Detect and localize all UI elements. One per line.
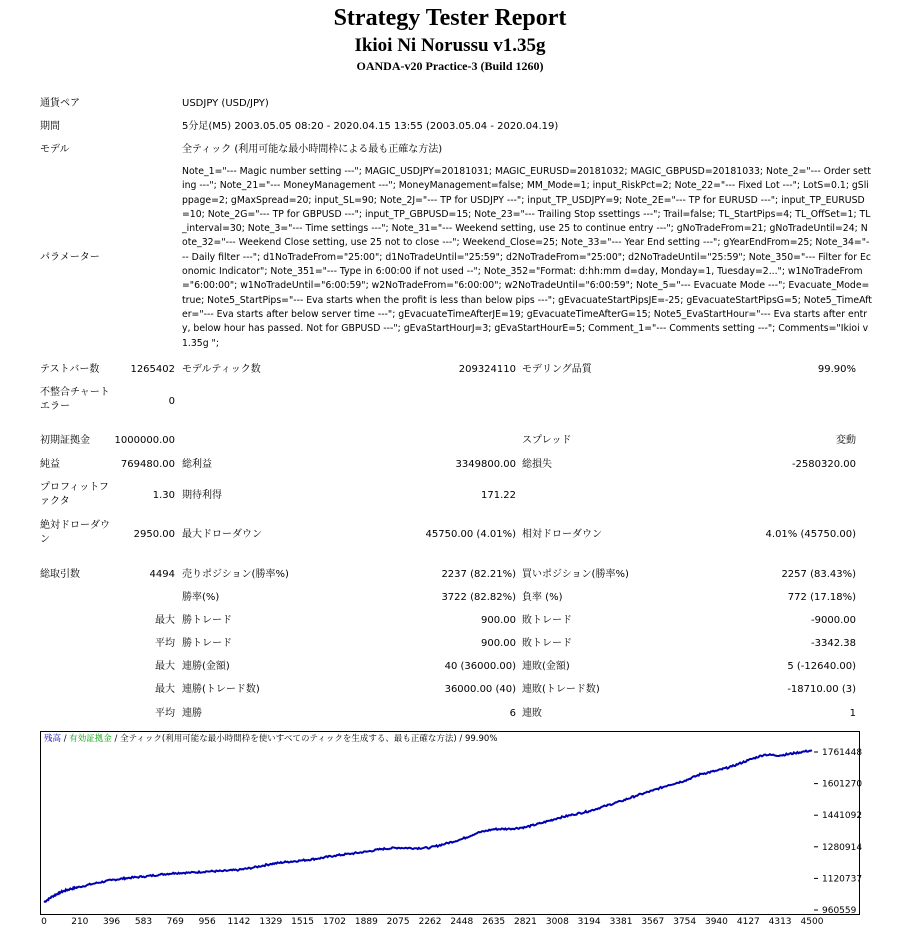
abs-drawdown-label: 絶対ドローダウン [40,520,110,545]
short-positions-value: 2237 (82.21%) [441,569,516,580]
x-tick-label: 1889 [354,917,378,927]
y-tick-label: 960559 [822,906,857,916]
legend-model: 全ティック(利用可能な最小時間枠を使いすべてのティックを生成する、最も正確な方法) [120,734,457,744]
worst-loss-label: 敗トレード [522,615,572,626]
x-tick-label: 1142 [227,917,251,927]
max-consec-wins-value: 40 (36000.00) [444,661,516,672]
x-tick-label: 2075 [386,917,410,927]
model-label: モデル [40,144,70,155]
y-tick-label: 1120737 [822,874,863,885]
deposit-label: 初期証拠金 [40,435,90,446]
x-tick-label: 0 [41,917,47,927]
best-win-label: 勝トレード [182,615,232,626]
max-drawdown-value: 45750.00 (4.01%) [425,529,516,540]
bars-label: テストバー数 [40,364,100,375]
parameters-value: Note_1="--- Magic number setting ---"; MAGIC_USDJPY=20181031; MAGIC_EURUSD=20181032; MAGIC_GBPUSD=20181033; Note_2="--- Order setting ---"; Note_21="--- MoneyManagement ---"; MoneyManagement=false; MM_Mode=1; input_RiskPct=2; Note_22="--- Fixed Lot ---"; LotS=0.1; gSlippage=2; gMaxSpread=20; input_SL=90; Note_2J="--- TP for USDJPY ---"; input_TP_USDJPY=9; Note_2E="--- TP for EURUSD ---"; input_TP_EURUSD=10; Note_2G="--- TP for GBPUSD ---"; input_TP_GBPUSD=15; Note_23="--- Trailing Stop ssettings ---"; Trail=false; TL_StartPips=4; TL_OffSet=1; TL_interval=30; Note_3="--- Time settings ---"; Note_31="--- Weekend setting, use 25 to continue entry ---"; gNoTradeFrom=21; gNoTradeUntil=24; Note_32="--- Weekend Close setting, use 25 not to close ---"; Weekend_Close=25; Note_33="--- Year End setting ---"; gYearEndFrom=25; Note_34="--- Daily filter ---"; d1NoTradeFrom="25:00"; d1NoTradeUntil="25:59"; d2NoTradeFrom="25:00"; d2NoTradeUntil="25:59"; Note_350="--- Filter for Economic Indicator"; Note_351="--- Type in 6:00:00 if not used --"; Note_352="Format: d:hh:mm d=day, Monday=1, Tuesday=2..."; w1NoTradeFrom="6:00:00"; w1NoTradeUntil="6:00:59"; w2NoTradeFrom="6:00:00"; w2NoTradeUntil="6:00:59"; Note_5="--- Evacuate Mode ---"; Evacuate_Mode=true; Note5_StartPips="--- Eva starts when the profit is less than below pips ---"; gEvacuateStartPipsJE=-25; gEvacuateStartPipsG=5; Note5_TimeAfter="--- Eva starts after below server time ---"; gEvacuateTimeAfterJE=19; gEvacuateTimeAfterG=15; Note5_EvaStartHour="--- Eva starts after entry, below hour has passed. Not for GBPUSD ---"; gEvaStartHourJ=3; gEvaStartHourE=5; Comment_1="--- Comments setting ---"; Comments="Ikioi v1.35g "; [182,166,872,349]
x-tick-label: 2635 [482,917,506,927]
x-tick-label: 1329 [259,917,283,927]
gross-loss-label: 総損失 [522,459,552,470]
x-tick-label: 3194 [577,917,601,927]
long-positions-value: 2257 (83.43%) [781,569,856,580]
quality-value: 99.90% [817,364,856,375]
x-tick-label: 4313 [768,917,792,927]
max-prefix: 最大 [155,615,175,626]
legend-equity: 有効証拠金 [69,734,112,744]
x-tick-label: 583 [134,917,153,927]
y-tick-label: 1280914 [822,842,863,853]
period-value: 5分足(M5) 2003.05.05 08:20 - 2020.04.15 13:55 (2003.05.04 - 2020.04.19) [182,121,559,132]
mismatch-label: 不整合チャートエラー [40,387,110,412]
worst-loss-value: -9000.00 [811,615,856,626]
chart-legend [44,734,497,745]
legend-quality: 99.90% [464,734,498,744]
legend-separator: / [456,734,465,744]
avg-consec-wins-value: 6 [509,708,516,719]
deposit-value: 1000000.00 [114,435,175,446]
legend-separator: / [61,734,70,744]
avg-consec-losses-value: 1 [849,708,856,719]
spread-value: 変動 [836,435,856,446]
x-tick-label: 3940 [704,917,728,927]
symbol-value: USDJPY (USD/JPY) [182,98,269,109]
max-consec-profit-value: 36000.00 (40) [444,684,516,695]
total-trades-value: 4494 [149,569,175,580]
net-label: 純益 [40,459,60,470]
avg-consec-wins-label: 連勝 [182,708,202,719]
abs-drawdown-value: 2950.00 [133,529,175,540]
balance-line [44,750,812,902]
rel-drawdown-label: 相対ドローダウン [522,529,602,540]
avg-prefix: 平均 [155,708,175,719]
legend-balance: 残高 [44,734,62,744]
max-prefix: 最大 [155,661,175,672]
expected-payoff-value: 171.22 [481,490,516,501]
total-trades-label: 総取引数 [40,569,80,580]
profit-factor-label: プロフィットファクタ [40,482,109,507]
ticks-label: モデルティック数 [182,364,261,375]
win-rate-value: 3722 (82.82%) [441,592,516,603]
avg-consec-losses-label: 連敗 [522,708,542,719]
max-consec-losses-value: 5 (-12640.00) [787,661,856,672]
profit-factor-value: 1.30 [152,490,175,501]
x-tick-label: 4127 [736,917,760,927]
best-win-value: 900.00 [481,615,516,626]
avg-prefix: 平均 [155,638,175,649]
loss-rate-value: 772 (17.18%) [787,592,856,603]
mismatch-value: 0 [168,396,175,407]
max-prefix: 最大 [155,684,175,695]
loss-rate-label: 負率 (%) [522,592,563,603]
spread-label: スプレッド [522,435,572,446]
win-rate-label: 勝率(%) [182,592,220,603]
avg-loss-value: -3342.38 [811,638,856,649]
max-consec-loss-amount-value: -18710.00 (3) [787,684,856,695]
avg-win-label: 勝トレード [182,638,232,649]
y-tick-label: 1441092 [822,811,863,822]
max-consec-profit-label: 連勝(トレード数) [182,684,260,695]
bars-value: 1265402 [130,364,175,375]
max-drawdown-label: 最大ドローダウン [182,529,262,540]
x-tick-label: 2821 [513,917,537,927]
x-tick-label: 3754 [673,917,697,927]
rel-drawdown-value: 4.01% (45750.00) [765,529,856,540]
max-consec-wins-label: 連勝(金額) [182,661,230,672]
x-tick-label: 3008 [545,917,569,927]
server-name: OANDA-v20 Practice-3 (Build 1260) [356,59,544,73]
model-value: 全ティック (利用可能な最小時間枠による最も正確な方法) [182,144,443,155]
expected-payoff-label: 期待利得 [182,490,222,501]
x-tick-label: 1702 [323,917,346,927]
avg-loss-label: 敗トレード [522,638,572,649]
x-tick-label: 3567 [641,917,665,927]
max-consec-losses-label: 連敗(金額) [522,661,570,672]
symbol-label: 通貨ペア [40,98,80,109]
x-tick-label: 396 [102,917,121,927]
x-tick-label: 769 [166,917,184,927]
short-positions-label: 売りポジション(勝率%) [182,569,289,580]
ea-name: Ikioi Ni Norussu v1.35g [354,35,546,56]
legend-separator: / [111,734,121,744]
x-tick-label: 3381 [609,917,633,927]
x-tick-label: 2262 [418,917,442,927]
report-title: Strategy Tester Report [333,5,567,31]
y-tick-label: 1601270 [822,779,863,790]
x-tick-label: 4500 [800,917,824,927]
y-tick-label: 1761448 [822,748,863,758]
ticks-value: 209324110 [458,364,516,375]
x-tick-label: 956 [198,917,216,927]
avg-win-value: 900.00 [481,638,516,649]
quality-label: モデリング品質 [522,364,592,375]
gross-profit-value: 3349800.00 [455,459,516,470]
x-tick-label: 2448 [450,917,474,927]
x-tick-label: 1515 [291,917,315,927]
parameters-label: パラメーター [40,252,100,263]
gross-profit-label: 総利益 [182,459,212,470]
x-tick-label: 210 [71,917,89,927]
period-label: 期間 [40,121,60,132]
long-positions-label: 買いポジション(勝率%) [522,569,629,580]
gross-loss-value: -2580320.00 [791,459,856,470]
max-consec-loss-amount-label: 連敗(トレード数) [522,684,600,695]
net-value: 769480.00 [120,459,175,470]
